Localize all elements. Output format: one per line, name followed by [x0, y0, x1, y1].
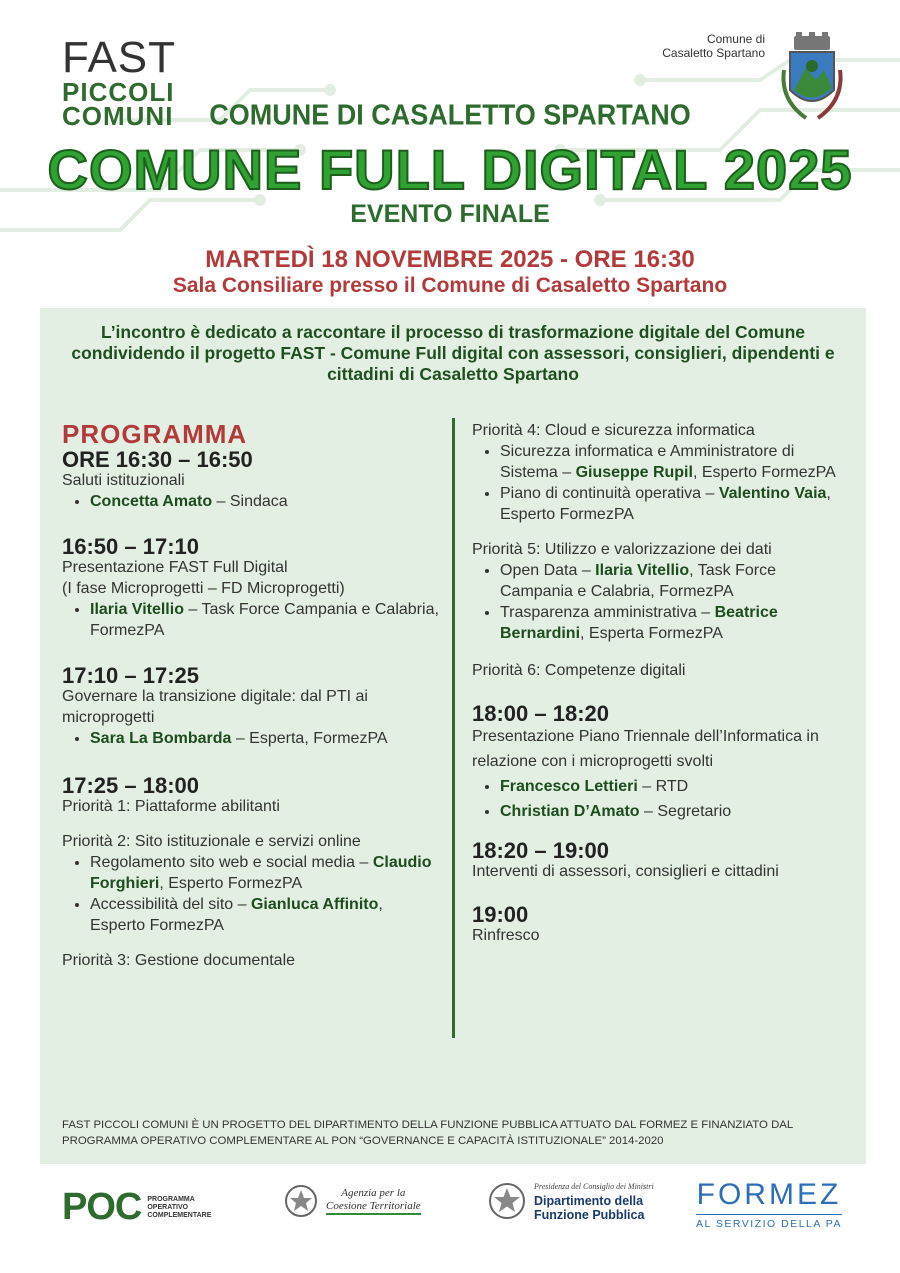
logo-piccoli-text: PICCOLI	[62, 77, 175, 107]
speaker-name: Christian D’Amato	[500, 803, 640, 820]
comune-label	[662, 32, 765, 60]
italian-emblem-icon	[488, 1180, 526, 1222]
item-text: Regolamento sito web e social media –	[90, 854, 373, 871]
time-slot-2: 16:50 – 17:10	[62, 534, 199, 559]
dipartimento-funzione-pubblica-logo	[488, 1180, 654, 1222]
italian-emblem-icon	[284, 1182, 318, 1220]
time-slot-4: 17:25 – 18:00	[62, 773, 199, 798]
speaker-name: Sara La Bombarda	[90, 730, 232, 747]
time-slot-1: ORE 16:30 – 16:50	[62, 447, 253, 472]
slot-2-desc-1: Presentazione FAST Full Digital	[62, 559, 288, 576]
priority-1: Priorità 1: Piattaforme abilitanti	[62, 798, 280, 815]
item-role: , Esperto FormezPA	[692, 464, 836, 481]
speaker-role: – RTD	[637, 778, 689, 795]
speaker-role: – Segretario	[639, 803, 732, 820]
priority-5-items	[472, 560, 852, 644]
program-left-column	[62, 419, 442, 971]
title-comune: COMUNE DI CASALETTO SPARTANO	[209, 99, 691, 131]
item-role: , Esperto FormezPA	[90, 896, 383, 934]
slot-2-desc-2: (I fase Microprogetti – FD Microprogetti)	[62, 580, 345, 597]
agenzia-text-2: Coesione Territoriale	[326, 1200, 421, 1215]
slot-5-speakers	[472, 774, 852, 824]
logo-comuni-text: COMUNI	[62, 101, 174, 131]
slot-1-speakers	[62, 491, 442, 512]
item-role: , Esperta FormezPA	[580, 625, 723, 642]
column-divider	[452, 418, 455, 1038]
slot-5-desc: Presentazione Piano Triennale dell’Informatica in relazione con i microprogetti svolti	[472, 728, 819, 770]
time-slot-7: 19:00	[472, 902, 529, 927]
priority-item	[500, 483, 852, 525]
item-text: Sicurezza informatica e Amministratore di Sistema –	[500, 443, 795, 481]
title-main: COMUNE FULL DIGITAL 2025	[47, 138, 853, 201]
dipartimento-text-2: Funzione Pubblica	[534, 1208, 645, 1222]
footer-funding-text: FAST PICCOLI COMUNI È UN PROGETTO DEL DIPARTIMENTO DELLA FUNZIONE PUBBLICA ATTUATO DAL FORMEZ E FINANZIATO DAL PROGRAMMA OPERATIVO COMPLEMENTARE AL PON “GOVERNANCE E CAPACITÀ ISTITUZIONALE” 2014-2020	[62, 1119, 793, 1147]
title-sub: EVENTO FINALE	[350, 200, 550, 228]
comune-label-line1: Comune di	[706, 32, 765, 46]
slot-2-speakers	[62, 599, 442, 641]
formez-logo-text: FORMEZ	[696, 1178, 842, 1211]
priority-item	[500, 602, 852, 644]
priority-4: Priorità 4: Cloud e sicurezza informatica	[472, 422, 755, 439]
speaker-role: – Sindaca	[212, 493, 288, 510]
agenzia-text-1: Agenzia per la	[341, 1187, 406, 1199]
item-text: Piano di continuità operativa –	[500, 485, 719, 502]
formez-tagline: AL SERVIZIO DELLA PA	[696, 1214, 842, 1230]
speaker-item	[90, 728, 442, 749]
agenzia-coesione-logo	[284, 1182, 421, 1220]
priority-2-items	[62, 852, 442, 936]
priority-2: Priorità 2: Sito istituzionale e servizi online	[62, 833, 361, 850]
poc-caption-3: COMPLEMENTARE	[147, 1211, 212, 1219]
item-role: , Esperto FormezPA	[500, 485, 831, 523]
priority-3: Priorità 3: Gestione documentale	[62, 952, 296, 969]
priority-item	[500, 560, 852, 602]
speaker-name: Concetta Amato	[90, 493, 213, 510]
speaker-name: Valentino Vaia	[718, 485, 827, 502]
comune-label-line2: Casaletto Spartano	[662, 46, 765, 60]
poc-logo	[62, 1186, 211, 1229]
speaker-name: Claudio Forghieri	[90, 854, 432, 892]
event-place: Sala Consiliare presso il Comune di Casaletto Spartano	[172, 274, 728, 297]
speaker-name: Beatrice Bernardini	[500, 604, 778, 642]
priority-4-items	[472, 441, 852, 525]
logo-fast-text: FAST	[62, 33, 177, 82]
slot-6-desc: Interventi di assessori, consiglieri e cittadini	[472, 863, 779, 880]
speaker-role: – Task Force Campania e Calabria, FormezPA	[90, 601, 439, 639]
item-role: , Esperto FormezPA	[159, 875, 303, 892]
time-slot-3: 17:10 – 17:25	[62, 663, 199, 688]
priority-item	[500, 441, 852, 483]
item-role: , Task Force Campania e Calabria, FormezPA	[500, 562, 776, 600]
time-slot-5: 18:00 – 18:20	[472, 701, 609, 726]
priority-5: Priorità 5: Utilizzo e valorizzazione dei dati	[472, 541, 772, 558]
speaker-item	[500, 774, 852, 799]
priority-6: Priorità 6: Competenze digitali	[472, 662, 686, 679]
program-heading: PROGRAMMA	[62, 419, 248, 449]
item-text: Trasparenza amministrativa –	[500, 604, 715, 621]
slot-1-desc: Saluti istituzionali	[62, 472, 185, 489]
dipartimento-text-0: Presidenza del Consiglio dei Ministri	[534, 1182, 654, 1191]
poc-logo-caption	[147, 1196, 211, 1220]
speaker-name: Giuseppe Rupil	[575, 464, 693, 481]
priority-item	[90, 852, 442, 894]
item-text: Accessibilità del sito –	[90, 896, 251, 913]
speaker-item	[500, 799, 852, 824]
time-slot-6: 18:20 – 19:00	[472, 838, 609, 863]
formez-logo	[696, 1178, 842, 1230]
intro-text: L’incontro è dedicato a raccontare il processo di trasformazione digitale del Comune condividendo il progetto FAST - Comune Full digital con assessori, consiglieri, dipendenti e cittadini di Casaletto Spartano	[71, 322, 835, 384]
priority-item	[90, 894, 442, 936]
speaker-name: Gianluca Affinito	[250, 896, 379, 913]
speaker-role: – Esperta, FormezPA	[231, 730, 388, 747]
speaker-item	[90, 491, 442, 512]
speaker-item	[90, 599, 442, 641]
speaker-name: Ilaria Vitellio	[90, 601, 184, 618]
slot-3-desc: Governare la transizione digitale: dal PTI ai microprogetti	[62, 688, 368, 726]
event-date: MARTEDÌ 18 NOVEMBRE 2025 - ORE 16:30	[205, 246, 695, 273]
program-right-column	[472, 420, 852, 946]
speaker-name: Francesco Lettieri	[500, 778, 638, 795]
speaker-name: Ilaria Vitellio	[595, 562, 690, 579]
item-text: Open Data –	[500, 562, 596, 579]
agenzia-text	[326, 1187, 421, 1215]
poc-caption-2: OPERATIVO	[147, 1203, 189, 1211]
dipartimento-text-1: Dipartimento della	[534, 1194, 644, 1208]
poc-caption-1: PROGRAMMA	[147, 1195, 195, 1203]
slot-3-speakers	[62, 728, 442, 749]
slot-7-desc: Rinfresco	[472, 927, 540, 944]
dipartimento-text	[534, 1180, 654, 1222]
poc-logo-text: POC	[62, 1186, 142, 1228]
